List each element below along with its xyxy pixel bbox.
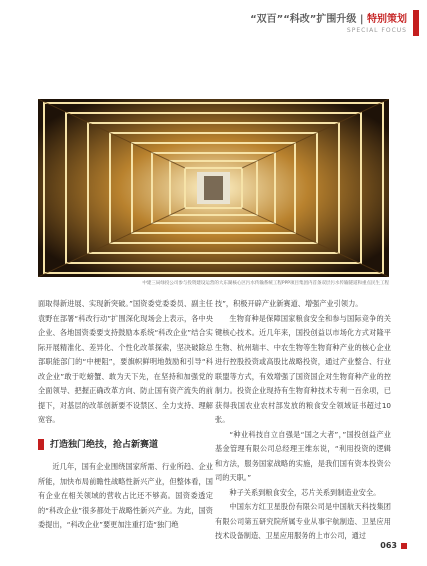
header-accent-bar	[413, 10, 419, 36]
photo-caption: 中建三局绿投公司参与投资建设运营的大东湖核心区污水传输系统工程PPP项目集团内首条双层污水传输隧道和重点民生工程	[142, 281, 389, 286]
section-heading	[38, 438, 213, 453]
article-photo	[38, 99, 389, 277]
paragraph: 中国东方红卫星股份有限公司是中国航天科技集团有限公司第五研究院所属专业从事宇航制造、卫星应用技术设备制造、卫星应用服务的上市公司，通过	[215, 502, 391, 540]
header-separator: |	[359, 14, 364, 25]
page-number-marker-icon	[401, 543, 407, 549]
section-marker-icon	[38, 439, 44, 450]
header-title	[250, 10, 407, 25]
right-column	[215, 297, 391, 544]
tunnel-photo-illustration	[38, 99, 389, 277]
section-heading-text: 打造独门绝技，抢占新赛道	[50, 439, 159, 450]
paragraph: 近几年，国有企业围绕国家所需、行业所趋、企业所能，加快布局前瞻性战略性新兴产业，但整体看，国有企业在相关领域的营收占比还不够高。国资委透定的“科改企业”很多都处于战略性新兴产业。为此，国资委提出，“科改企业”要更加注重打造“独门绝	[38, 462, 213, 529]
header-title-main: “双百”“科改”扩围升级	[250, 14, 357, 25]
page-number-text: 063	[380, 541, 397, 550]
paragraph: 种子关系到粮食安全，芯片关系到制造业安全。	[229, 487, 381, 497]
paragraph: 面取得新进展、实现新突破。”国资委党委委员、副主任袁野在部署“科改行动”扩围深化现场会上表示，各中央企业、各地国资委要支持鼓励本系统“科改企业”结合实际开展精准化、差异化、个性化改革探索，坚决破除总部职能部门的“中梗阻”，要旗帜鲜明地鼓励和引导“科改企业”敢于吃螃蟹、敢为天下先，在坚持和加强党的全面领导、把握正确改革方向、防止国有资产流失的前提下，对基层的改革创新要不设禁区、全力支持、理解宽容。	[38, 299, 213, 424]
paragraph: “种业科技自立自强是“国之大者”，”国投创益产业基金管理有限公司总经理王维东说，“利用投资的逻辑和方法，服务国家战略的实施，是我们国有资本投资公司的天职。”	[215, 429, 391, 482]
header-section-label: 特别策划	[367, 14, 407, 25]
paragraph: 生物育种是保障国家粮食安全和参与国际竞争的关键核心技术。近几年来，国投创益以市场化方式对隆平生物、杭州瑞丰、中农生物等生物育种产业的核心企业进行控股投资或高股比战略投资，通过产业整合、行业联盟等方式，有效增强了国资国企对生物育种产业的控制力。投资企业现持有生物育种技术专利一百余项，已获得我国农业农村部发放的粮食安全领域证书超过10张。	[215, 313, 391, 424]
page-header	[250, 10, 407, 34]
paragraph: 技”，积极开辟产业新赛道、增强产业引领力。	[215, 299, 363, 308]
page-number	[380, 541, 407, 550]
left-column	[38, 297, 213, 533]
header-subtitle: SPECIAL FOCUS	[346, 27, 407, 34]
